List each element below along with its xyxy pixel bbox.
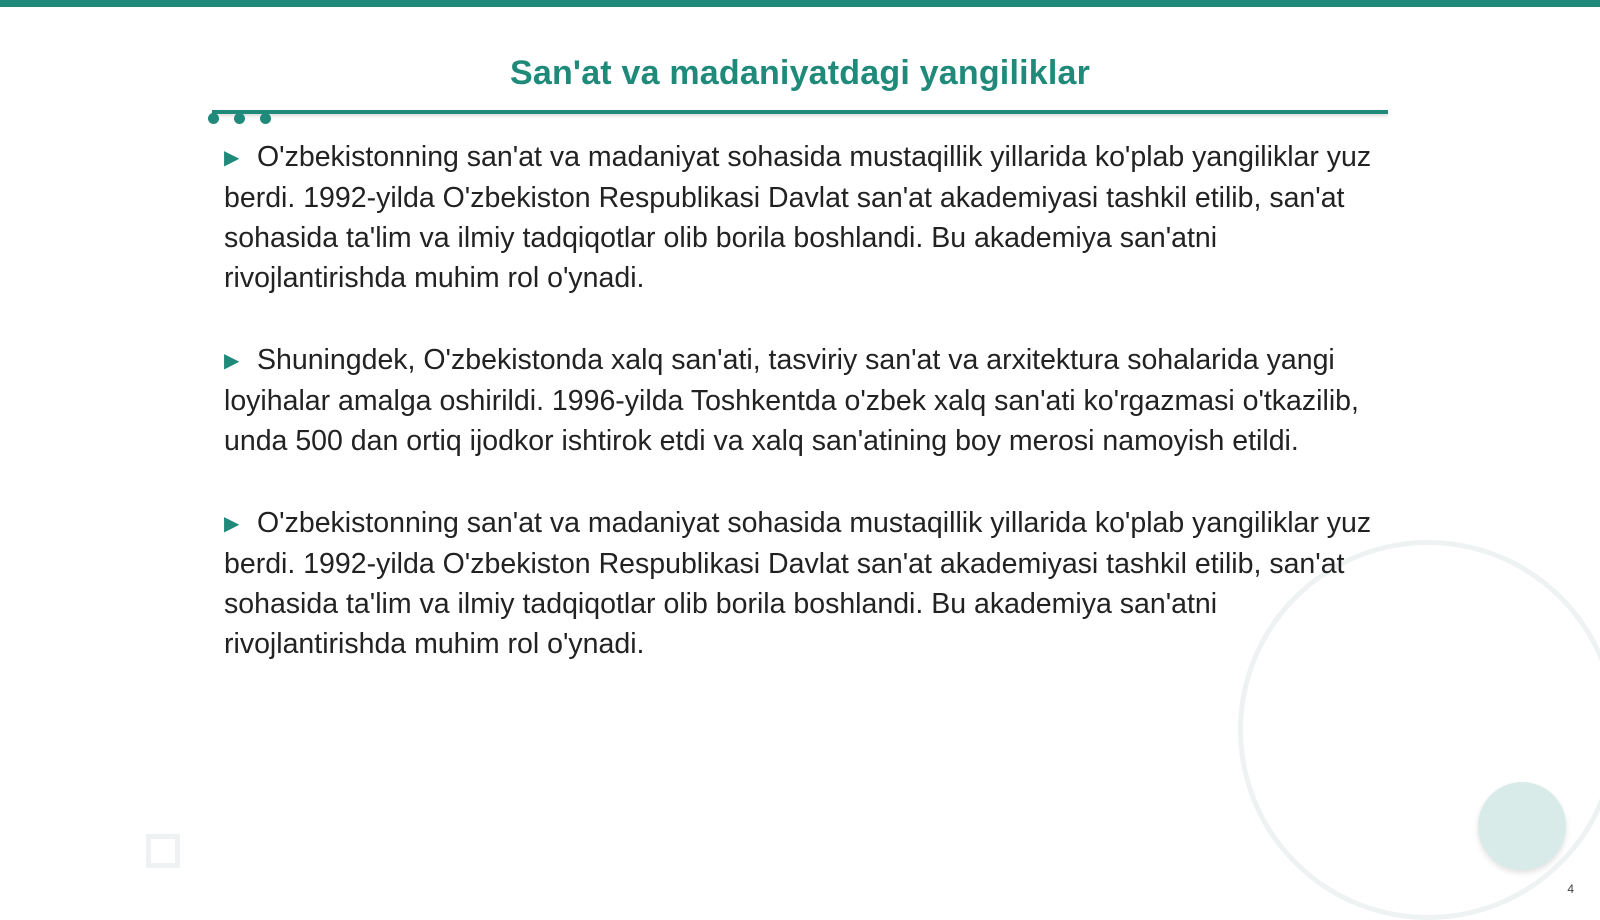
decor-dot xyxy=(208,113,219,124)
play-triangle-icon: ▶ xyxy=(224,350,240,372)
bullet-paragraph xyxy=(224,503,1384,664)
paragraph-text: Shuningdek, O'zbekistonda xalq san'ati, tasviriy san'at va arxitektura sohalarida yangi loyihalar amalga oshirildi. 1996-yilda Toshkentda o'zbek xalq san'ati ko'rgazmasi o'tkazilib, unda 500 dan ortiq ijodkor ishtirok etdi va xalq san'atining boy merosi namoyish etildi. xyxy=(224,344,1359,457)
play-triangle-icon: ▶ xyxy=(224,147,240,169)
decor-circle xyxy=(1478,782,1566,870)
slide-content xyxy=(224,137,1384,706)
decor-dot xyxy=(234,113,245,124)
page-number: 4 xyxy=(1567,882,1574,896)
decor-dot xyxy=(260,113,271,124)
bullet-paragraph xyxy=(224,137,1384,298)
bullet-paragraph xyxy=(224,340,1384,461)
top-accent-bar xyxy=(0,0,1600,7)
play-triangle-icon: ▶ xyxy=(224,513,240,535)
decor-square xyxy=(146,834,180,868)
paragraph-text: O'zbekistonning san'at va madaniyat sohasida mustaqillik yillarida ko'plab yangiliklar yuz berdi. 1992-yilda O'zbekiston Respublikasi Davlat san'at akademiyasi tashkil etilib, san'at sohasida ta'lim va ilmiy tadqiqotlar olib borila boshlandi. Bu akademiya san'atni rivojlantirishda muhim rol o'ynadi. xyxy=(224,141,1372,294)
paragraph-text: O'zbekistonning san'at va madaniyat sohasida mustaqillik yillarida ko'plab yangiliklar yuz berdi. 1992-yilda O'zbekiston Respublikasi Davlat san'at akademiyasi tashkil etilib, san'at sohasida ta'lim va ilmiy tadqiqotlar olib borila boshlandi. Bu akademiya san'atni rivojlantirishda muhim rol o'ynadi. xyxy=(224,507,1372,660)
slide-title: San'at va madaniyatdagi yangiliklar xyxy=(509,54,1091,92)
title-underline xyxy=(212,110,1388,114)
